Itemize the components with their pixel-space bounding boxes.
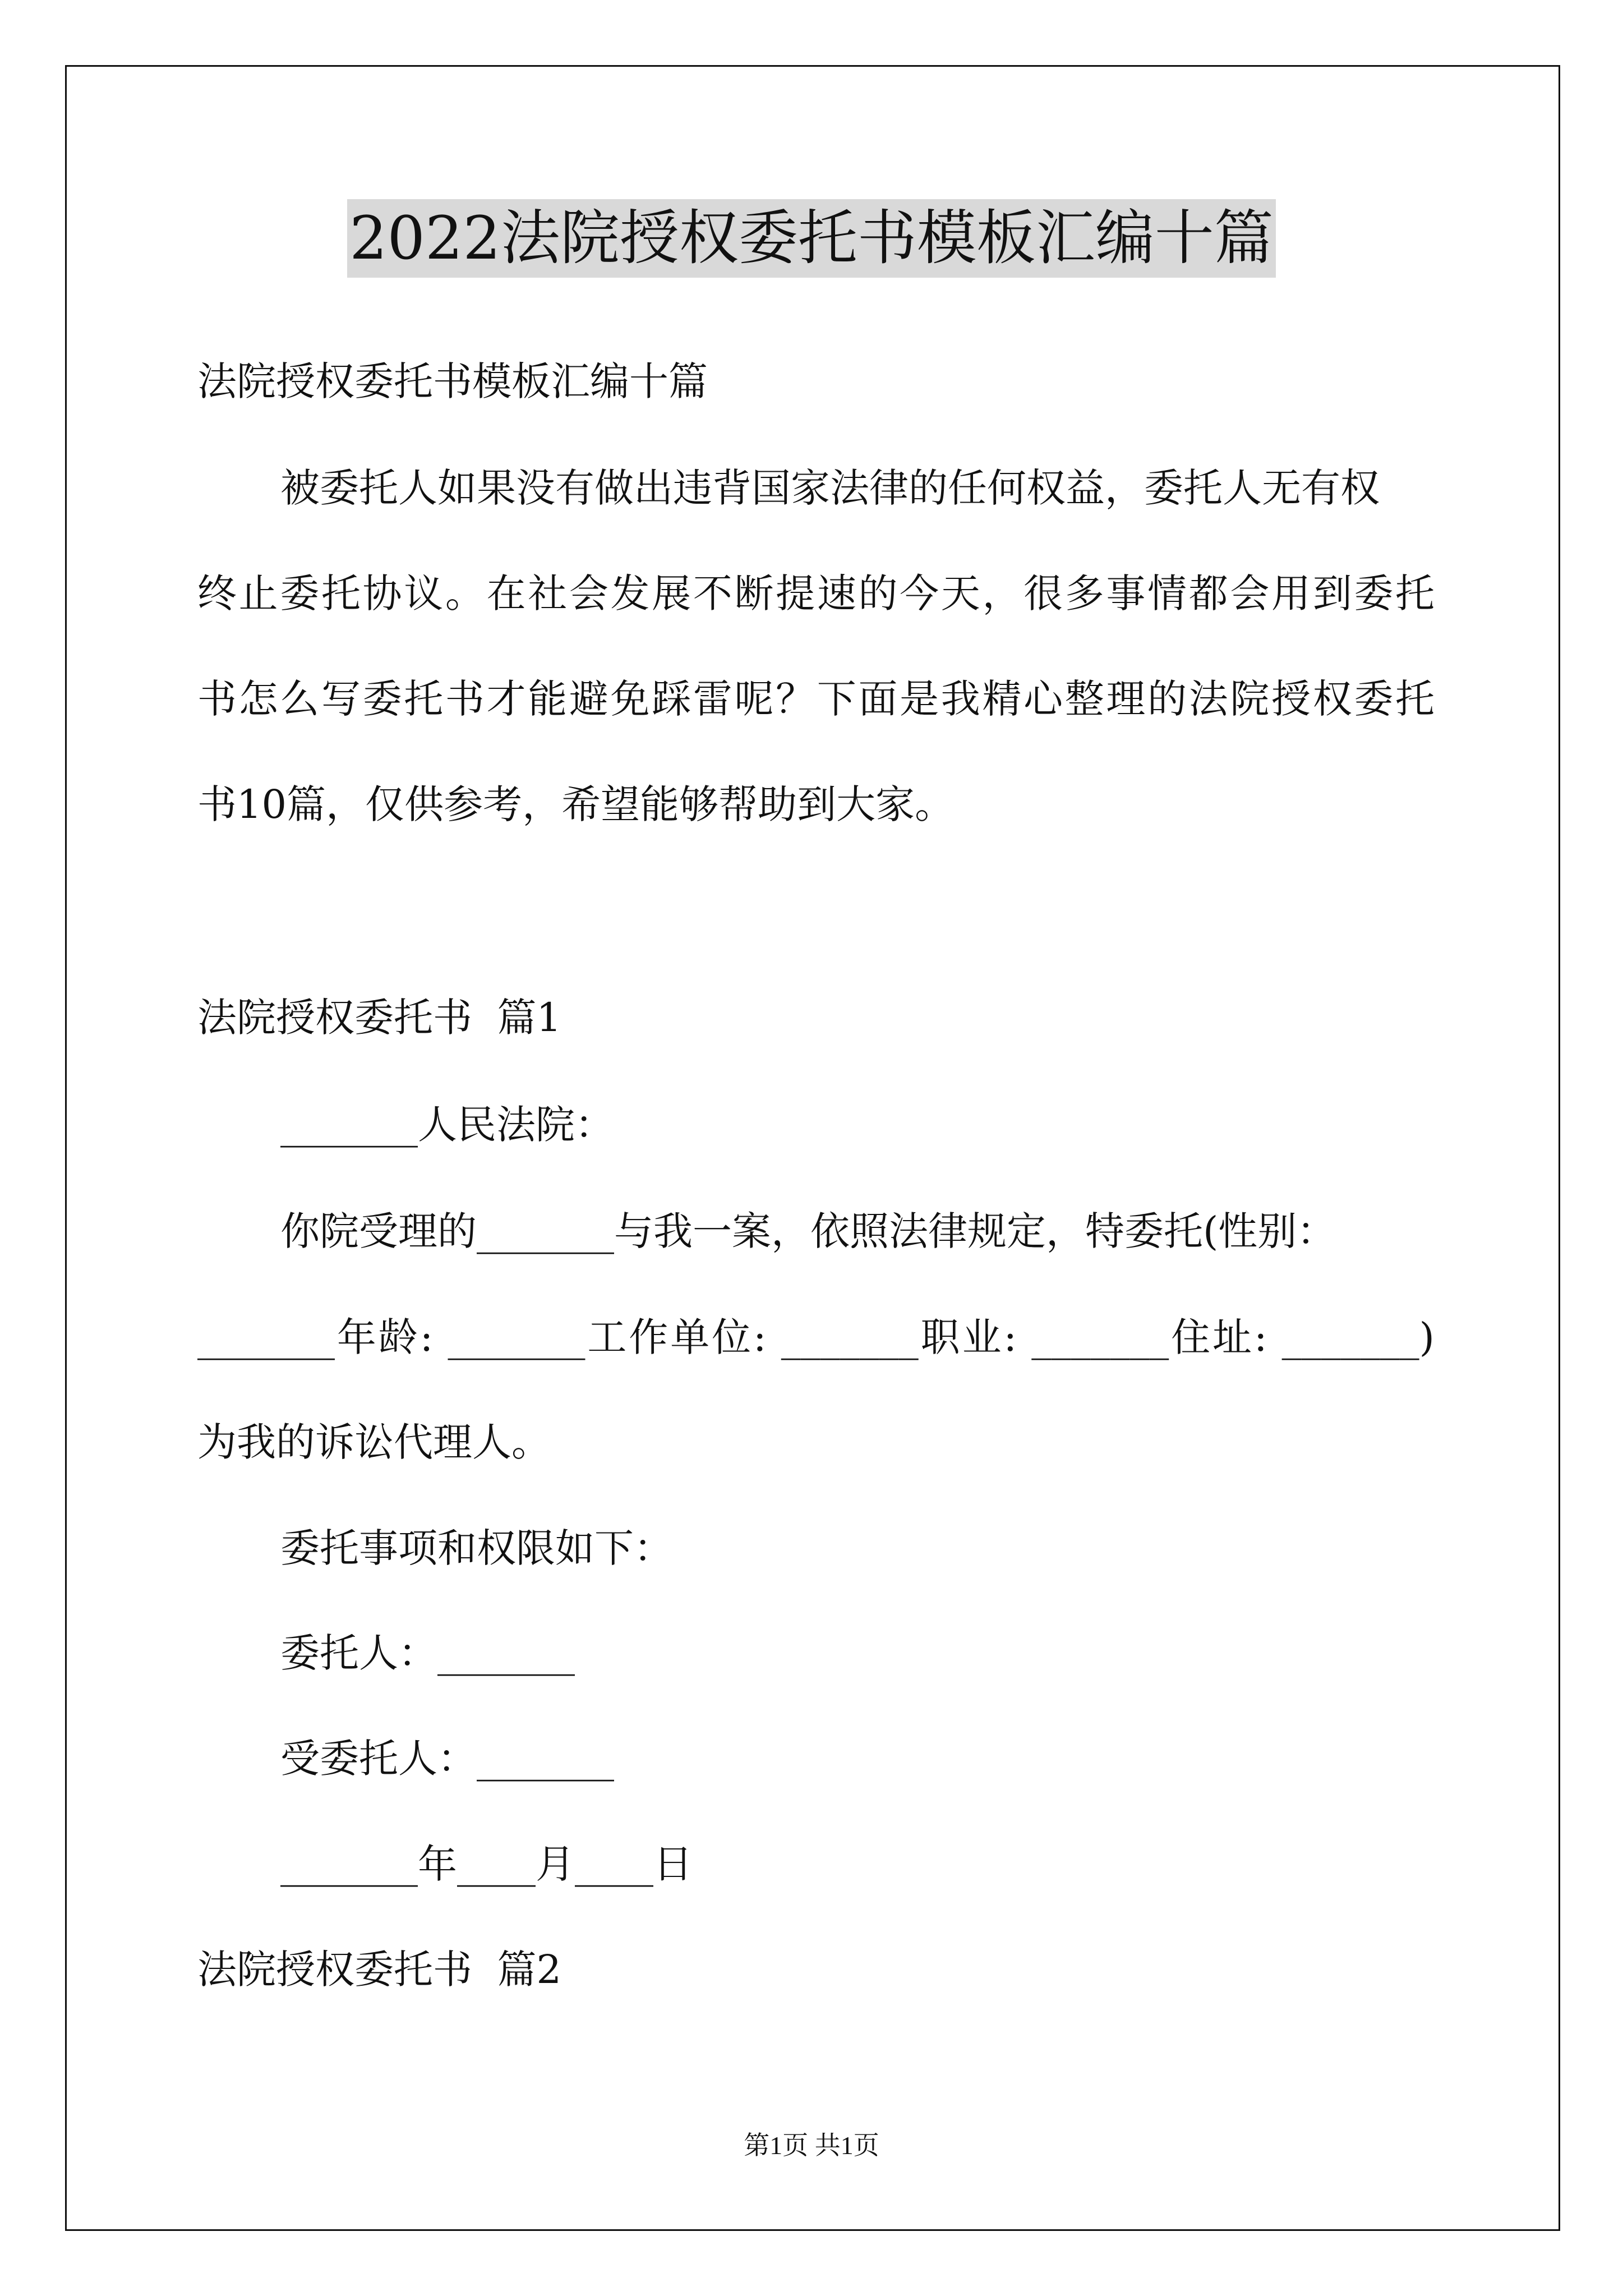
scope-line: 委托事项和权限如下： — [280, 1525, 673, 1571]
document-title: 2022法院授权委托书模板汇编十篇 — [347, 199, 1276, 278]
court-line: _______人民法院： — [280, 1102, 614, 1148]
body-line-1: 你院受理的_______与我一案，依照法律规定，特委托(性别： — [280, 1208, 1336, 1254]
page-footer: 第1页 共1页 — [744, 2131, 879, 2160]
intro-line-1: 被委托人如果没有做出违背国家法律的任何权益，委托人无有权 — [280, 465, 1380, 511]
section-1-heading: 法院授权委托书 篇1 — [197, 995, 562, 1041]
body-line-3: 为我的诉讼代理人。 — [197, 1419, 551, 1465]
agent-line: 受委托人：_______ — [280, 1736, 614, 1782]
document-subtitle: 法院授权委托书模板汇编十篇 — [197, 358, 708, 404]
intro-line-3: 书怎么写委托书才能避免踩雷呢？下面是我精心整理的法院授权委托 — [197, 676, 1435, 722]
date-line: _______年____月____日 — [280, 1841, 693, 1887]
intro-line-4: 书10篇，仅供参考，希望能够帮助到大家。 — [197, 781, 955, 827]
principal-line: 委托人：_______ — [280, 1630, 575, 1676]
body-line-2: _______年龄: _______工作单位: _______职业: _______住址: _______) — [197, 1314, 1435, 1360]
title-container — [0, 199, 1623, 278]
intro-line-2: 终止委托协议。在社会发展不断提速的今天，很多事情都会用到委托 — [197, 570, 1435, 616]
section-2-heading: 法院授权委托书 篇2 — [197, 1947, 562, 1993]
